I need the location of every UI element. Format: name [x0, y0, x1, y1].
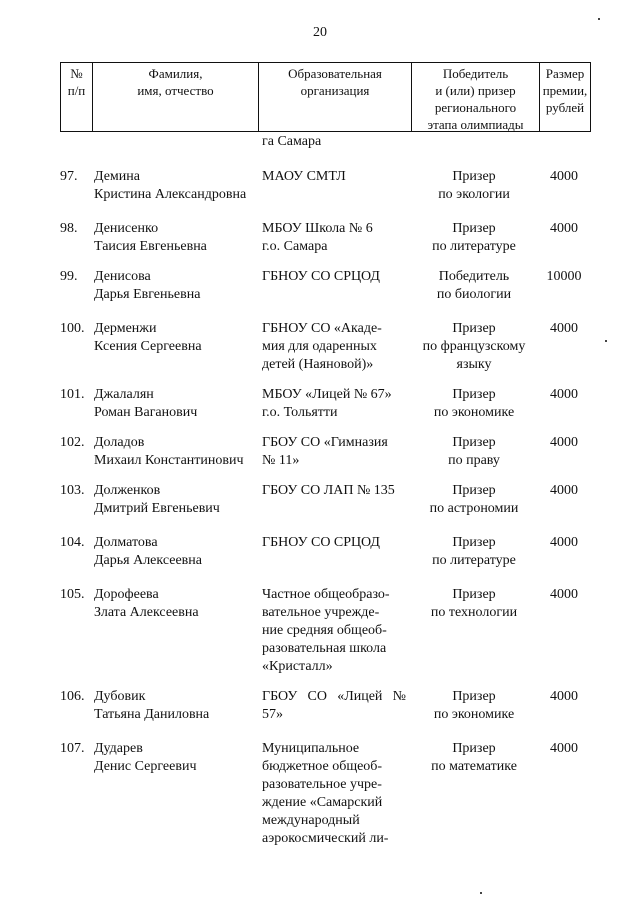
- organization-line: ГБОУ СО «Гимназия: [262, 435, 388, 450]
- header-amount-line: рублей: [545, 100, 585, 115]
- organization-line: Частное общеобразо-: [262, 587, 390, 602]
- row-number: 101.: [60, 387, 85, 402]
- organization-line: МБОУ «Лицей № 67»: [262, 387, 392, 402]
- prize-line: Победитель: [438, 269, 510, 284]
- row-organization: [262, 740, 406, 848]
- row-amount: 4000: [550, 587, 578, 602]
- row-number: 102.: [60, 435, 85, 450]
- header-name-line: Фамилия,: [148, 66, 203, 81]
- row-name: [94, 740, 264, 776]
- row-number: 105.: [60, 587, 85, 602]
- name-line: Татьяна Даниловна: [94, 707, 210, 722]
- continuation-text: га Самара: [262, 134, 322, 149]
- organization-line: г.о. Самара: [262, 239, 328, 254]
- organization-line: ГБОУ СО ЛАП № 135: [262, 483, 395, 498]
- organization-line: бюджетное общеоб-: [262, 759, 383, 774]
- row-prize-status: [410, 534, 538, 570]
- header-prize-line: и (или) призер: [435, 83, 516, 98]
- row-number: 98.: [60, 221, 78, 236]
- row-number: 107.: [60, 741, 85, 756]
- organization-line: ГБНОУ СО СРЦОД: [262, 535, 380, 550]
- name-line: Ксения Сергеевна: [94, 339, 202, 354]
- header-name-line: имя, отчество: [137, 83, 214, 98]
- name-line: Кристина Александровна: [94, 187, 247, 202]
- row-amount: 4000: [550, 221, 578, 236]
- name-line: Михаил Константинович: [94, 453, 244, 468]
- prize-line: языку: [456, 357, 492, 372]
- prize-line: по экономике: [433, 405, 515, 420]
- row-name: [94, 220, 264, 256]
- header-num-line: №: [70, 66, 83, 81]
- row-amount: 4000: [550, 689, 578, 704]
- prize-line: Призер: [452, 535, 496, 550]
- row-name: [94, 482, 264, 518]
- header-amount-line: премии,: [542, 83, 588, 98]
- row-prize-status: [410, 434, 538, 470]
- organization-line: г.о. Тольятти: [262, 405, 338, 420]
- header-prize-line: этапа олимпиады: [427, 117, 524, 132]
- header-amount: [539, 63, 590, 131]
- row-amount: 4000: [550, 741, 578, 756]
- organization-line: МАОУ СМТЛ: [262, 169, 346, 184]
- row-amount: 4000: [550, 535, 578, 550]
- header-org-line: Образовательная: [288, 66, 382, 81]
- row-amount: 4000: [550, 169, 578, 184]
- row-prize-status: [410, 740, 538, 776]
- row-prize-status: [410, 688, 538, 724]
- prize-line: Призер: [452, 483, 496, 498]
- name-line: Дарья Евгеньевна: [94, 287, 201, 302]
- prize-line: по экологии: [438, 187, 510, 202]
- row-organization: [262, 168, 406, 186]
- row-amount: 4000: [550, 483, 578, 498]
- name-line: Демина: [94, 169, 140, 184]
- header-amount-line: Размер: [545, 66, 585, 81]
- row-name: [94, 586, 264, 622]
- organization-line: мия для одаренных: [262, 339, 377, 354]
- organization-line: разовательное учре-: [262, 777, 382, 792]
- prize-line: по технологии: [430, 605, 518, 620]
- prize-line: Призер: [452, 387, 496, 402]
- name-line: Дмитрий Евгеньевич: [94, 501, 220, 516]
- row-name: [94, 320, 264, 356]
- name-line: Джалалян: [94, 387, 154, 402]
- organization-line: вательное учрежде-: [262, 605, 380, 620]
- row-name: [94, 386, 264, 422]
- name-line: Дарья Алексеевна: [94, 553, 202, 568]
- row-number: 104.: [60, 535, 85, 550]
- header-prize-line: Победитель: [442, 66, 509, 81]
- organization-line: ждение «Самарский: [262, 795, 383, 810]
- row-name: [94, 688, 264, 724]
- organization-line: детей (Наяновой)»: [262, 357, 374, 372]
- organization-line: Муниципальное: [262, 741, 360, 756]
- row-amount: 4000: [550, 387, 578, 402]
- header-name: [92, 63, 258, 131]
- organization-line: «Кристалл»: [262, 659, 333, 674]
- header-org-line: организация: [300, 83, 370, 98]
- organization-line: ГБНОУ СО «Акаде-: [262, 321, 382, 336]
- name-line: Роман Ваганович: [94, 405, 198, 420]
- header-prize: [411, 63, 539, 131]
- row-organization: [262, 534, 406, 552]
- name-line: Доладов: [94, 435, 145, 450]
- row-name: [94, 168, 264, 204]
- table-header: [60, 62, 591, 132]
- row-number: 106.: [60, 689, 85, 704]
- row-number: 103.: [60, 483, 85, 498]
- prize-line: Призер: [452, 741, 496, 756]
- prize-line: Призер: [452, 587, 496, 602]
- organization-line: ГБНОУ СО СРЦОД: [262, 269, 380, 284]
- prize-line: по экономике: [433, 707, 515, 722]
- name-line: Долматова: [94, 535, 158, 550]
- name-line: Дубовик: [94, 689, 146, 704]
- prize-line: Призер: [452, 689, 496, 704]
- row-amount: 10000: [546, 269, 582, 284]
- scan-speck: [480, 892, 482, 894]
- name-line: Денисова: [94, 269, 151, 284]
- header-num: [61, 63, 92, 131]
- organization-line: международный: [262, 813, 360, 828]
- row-amount: 4000: [550, 321, 578, 336]
- row-prize-status: [410, 482, 538, 518]
- row-organization: [262, 434, 406, 470]
- name-line: Денисенко: [94, 221, 159, 236]
- row-organization: [262, 586, 406, 676]
- prize-line: по французскому: [422, 339, 526, 354]
- prize-line: по праву: [448, 453, 500, 468]
- organization-line: ГБОУ СО «Лицей № 57»: [262, 689, 406, 722]
- row-organization: [262, 688, 406, 724]
- organization-line: аэрокосмический ли-: [262, 831, 389, 846]
- name-line: Дорофеева: [94, 587, 159, 602]
- organization-line: МБОУ Школа № 6: [262, 221, 373, 236]
- row-organization: [262, 482, 406, 500]
- prize-line: по литературе: [432, 553, 516, 568]
- name-line: Денис Сергеевич: [94, 759, 197, 774]
- organization-line: разовательная школа: [262, 641, 387, 656]
- row-prize-status: [410, 586, 538, 622]
- row-organization: [262, 386, 406, 422]
- row-amount: 4000: [550, 435, 578, 450]
- prize-line: Призер: [452, 435, 496, 450]
- prize-line: Призер: [452, 169, 496, 184]
- name-line: Дерменжи: [94, 321, 157, 336]
- row-prize-status: [410, 386, 538, 422]
- row-organization: [262, 220, 406, 256]
- prize-line: Призер: [452, 221, 496, 236]
- name-line: Дударев: [94, 741, 143, 756]
- header-org: [258, 63, 411, 131]
- name-line: Таисия Евгеньевна: [94, 239, 207, 254]
- row-number: 100.: [60, 321, 85, 336]
- scan-speck: [605, 340, 607, 342]
- organization-line: № 11»: [262, 453, 300, 468]
- row-organization: [262, 268, 406, 286]
- scan-speck: [598, 18, 600, 20]
- page-number: 20: [313, 25, 327, 40]
- row-name: [94, 534, 264, 570]
- row-number: 97.: [60, 169, 78, 184]
- prize-line: по астрономии: [429, 501, 519, 516]
- prize-line: по литературе: [432, 239, 516, 254]
- organization-line: ние средняя общеоб-: [262, 623, 387, 638]
- row-prize-status: [410, 220, 538, 256]
- prize-line: по математике: [431, 759, 517, 774]
- prize-line: Призер: [452, 321, 496, 336]
- name-line: Злата Алексеевна: [94, 605, 199, 620]
- row-prize-status: [410, 168, 538, 204]
- row-name: [94, 434, 264, 470]
- row-name: [94, 268, 264, 304]
- row-prize-status: [410, 320, 538, 374]
- prize-line: по биологии: [436, 287, 512, 302]
- header-prize-line: регионального: [434, 100, 517, 115]
- row-number: 99.: [60, 269, 78, 284]
- name-line: Долженков: [94, 483, 161, 498]
- header-num-line: п/п: [67, 83, 86, 98]
- row-organization: [262, 320, 406, 374]
- row-prize-status: [410, 268, 538, 304]
